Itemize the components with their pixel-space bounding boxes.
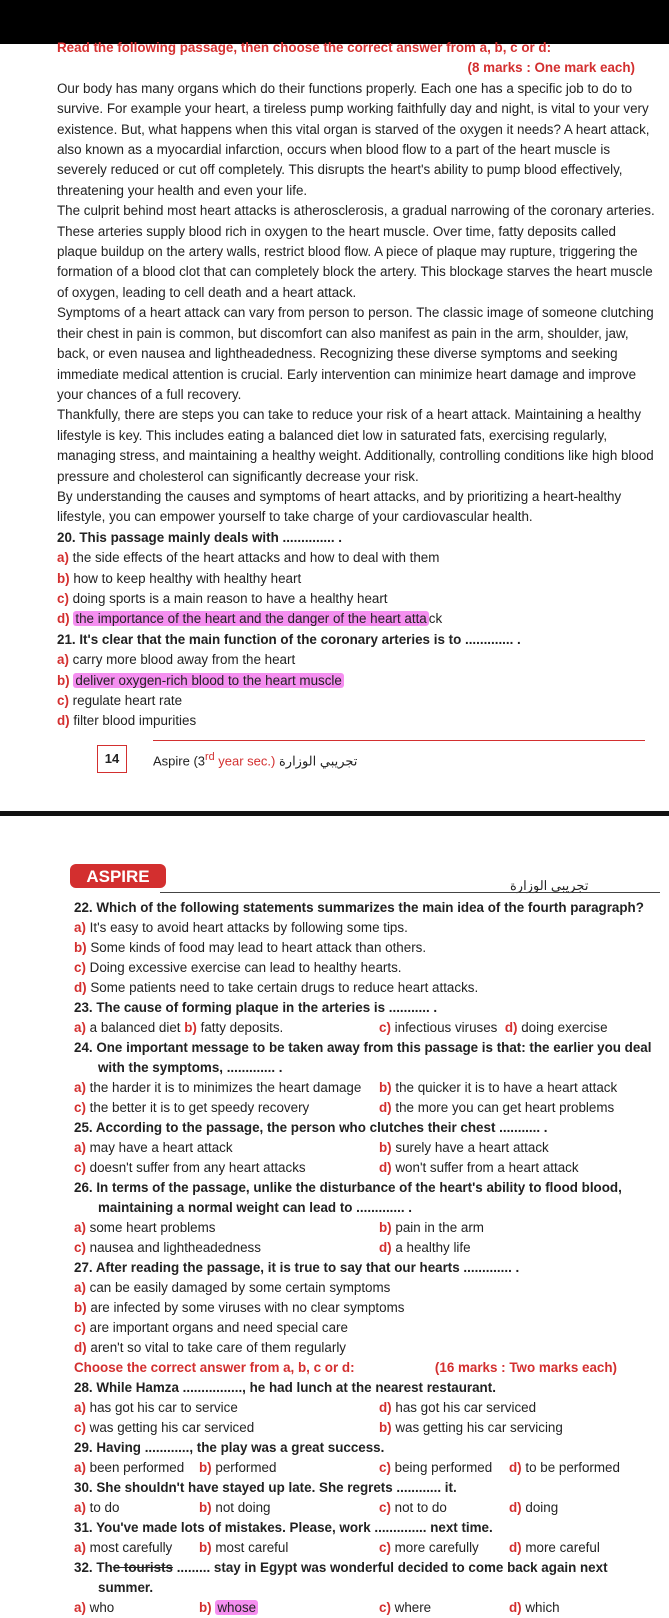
option-text: filter blood impurities: [73, 713, 197, 729]
label: a): [74, 1280, 86, 1295]
option-text: fatty deposits.: [200, 1020, 284, 1035]
section-title: تجريبي الوزارة: [510, 878, 589, 893]
q23-options: [74, 1018, 659, 1038]
label: c): [74, 960, 86, 975]
label: a): [74, 1460, 86, 1475]
paragraph-4: Thankfully, there are steps you can take to reduce your risk of a heart attack. Maintaining a healthy lifestyle is key. This includes eating a balanced diet low in saturated fats, exercising regularly, managing stress, and maintaining a healthy weight. Additionally, controlling conditions like high blood pressure and cholesterol can significantly decrease your risk.: [57, 407, 654, 484]
footer-sup: rd: [205, 751, 215, 763]
label: a): [74, 1020, 86, 1035]
label: d): [74, 980, 87, 995]
q25-option-b[interactable]: [379, 1138, 549, 1158]
q30-options: [74, 1498, 659, 1518]
option-text: are infected by some viruses with no clear symptoms: [90, 1300, 405, 1315]
label: b): [184, 1020, 197, 1035]
label: c): [379, 1500, 391, 1515]
label: d): [57, 713, 70, 729]
label: a): [74, 920, 86, 935]
q24-option-c[interactable]: [74, 1098, 379, 1118]
option-text: been performed: [89, 1460, 185, 1475]
q24-stem: 24. One important message to be taken away from this passage is that: the earlier you deal: [74, 1040, 652, 1055]
q28-option-c[interactable]: [74, 1418, 379, 1438]
option-text: performed: [215, 1460, 277, 1475]
label: c): [57, 693, 69, 708]
q31-option-a[interactable]: [74, 1538, 199, 1558]
option-text: to be performed: [525, 1460, 620, 1475]
q32-options: [74, 1598, 659, 1618]
q22-option-a[interactable]: [74, 918, 659, 938]
q29-options: [74, 1458, 659, 1478]
option-text: surely have a heart attack: [395, 1140, 549, 1155]
label: b): [199, 1540, 212, 1555]
option-text: the better it is to get speedy recovery: [89, 1100, 310, 1115]
option-text: to do: [89, 1500, 120, 1515]
option-text: pain in the arm: [395, 1220, 484, 1235]
section-2-header: [74, 1358, 659, 1378]
q24-stem-cont: with the symptoms, ............. .: [98, 1060, 283, 1075]
q25-options-1: [74, 1138, 659, 1158]
q31-option-c[interactable]: [379, 1538, 509, 1558]
q21-option-a[interactable]: [57, 650, 657, 670]
q20-option-d[interactable]: [57, 609, 657, 629]
label: a): [74, 1400, 86, 1415]
q28-options-1: [74, 1398, 659, 1418]
label: d): [379, 1160, 392, 1175]
q24-options-2: [74, 1098, 659, 1118]
q29-option-d[interactable]: [509, 1458, 659, 1478]
label: b): [199, 1500, 212, 1515]
option-text: can be easily damaged by some certain symptoms: [89, 1280, 391, 1295]
option-text: a balanced diet: [89, 1020, 181, 1035]
q26-option-b[interactable]: [379, 1218, 484, 1238]
paragraph-5: By understanding the causes and symptoms of heart attacks, and by prioritizing a heart-healthy lifestyle, you can empower yourself to take charge of your cardiovascular health.: [57, 488, 622, 525]
label: d): [379, 1100, 392, 1115]
option-text: has got his car to service: [89, 1400, 238, 1415]
footer-text: [153, 751, 357, 769]
paragraph-2: The culprit behind most heart attacks is atherosclerosis, a gradual narrowing of the coronary arteries. These arteries supply blood rich in oxygen to the heart muscle. Over time, fatty deposits called plaque buildup on the artery walls, restrict blood flow. A piece of plaque may rupture, triggering the formation of a blood clot that can completely block the artery. This blockage starves the heart muscle of oxygen, leading to cell death and a heart attack.: [57, 203, 655, 300]
q28-option-d[interactable]: [379, 1398, 536, 1418]
label: a): [74, 1540, 86, 1555]
option-text: not to do: [394, 1500, 447, 1515]
label: c): [379, 1540, 391, 1555]
label: c): [57, 590, 69, 606]
option-text: has got his car serviced: [395, 1400, 537, 1415]
option-text: the quicker it is to have a heart attack: [395, 1080, 618, 1095]
option-text: doesn't suffer from any heart attacks: [89, 1160, 306, 1175]
option-text: It's easy to avoid heart attacks by following some tips.: [89, 920, 408, 935]
q32-option-c[interactable]: [379, 1598, 509, 1618]
q26-options-2: [74, 1238, 659, 1258]
q21-option-d[interactable]: [57, 711, 657, 731]
option-text: doing: [525, 1500, 559, 1515]
option-text: being performed: [394, 1460, 493, 1475]
footer-year: year sec.): [214, 753, 276, 769]
option-text: more carefully: [394, 1540, 479, 1555]
highlighted-answer: deliver oxygen-rich blood to the heart muscle: [75, 672, 342, 688]
q27-option-a[interactable]: [74, 1278, 659, 1298]
q23-option-d[interactable]: [505, 1020, 608, 1035]
q30-option-c[interactable]: [379, 1498, 509, 1518]
q21-stem: 21. It's clear that the main function of the coronary arteries is to ............. .: [57, 631, 521, 647]
label: a): [74, 1080, 86, 1095]
label: b): [199, 1600, 212, 1615]
label: c): [379, 1460, 391, 1475]
stem-part: 32. Th: [74, 1560, 113, 1575]
q29-option-a[interactable]: [74, 1458, 199, 1478]
label: a): [57, 652, 69, 668]
page-2: [74, 898, 659, 1618]
q23-option-c[interactable]: [379, 1020, 497, 1035]
option-text: carry more blood away from the heart: [72, 652, 296, 668]
q25-option-d[interactable]: [379, 1158, 579, 1178]
option-text: not doing: [215, 1500, 271, 1515]
label: a): [74, 1140, 86, 1155]
q25-stem: 25. According to the passage, the person who clutches their chest ........... .: [74, 1120, 548, 1135]
q31-option-d[interactable]: [509, 1538, 659, 1558]
q23-option-b[interactable]: [184, 1020, 283, 1035]
page-number: 14: [97, 745, 127, 773]
q31-options: [74, 1538, 659, 1558]
label: a): [74, 1500, 86, 1515]
q29-option-b[interactable]: [199, 1458, 379, 1478]
q28-option-b[interactable]: [379, 1418, 563, 1438]
highlighted-answer: the importance of the heart and the danger of the heart atta: [75, 611, 427, 627]
q32-option-d[interactable]: [509, 1598, 659, 1618]
q32-stem: [74, 1558, 659, 1578]
option-text: where: [394, 1600, 432, 1615]
stem-part: ......... stay in Egypt was wonderful decided to come back again next: [172, 1560, 608, 1575]
page-footer: [97, 745, 642, 775]
page-1: [57, 38, 657, 732]
q24-option-b[interactable]: [379, 1078, 617, 1098]
q32-stem-cont: summer.: [98, 1580, 154, 1595]
section-2-instruction: Choose the correct answer from a, b, c or d:: [74, 1360, 355, 1375]
label: a): [74, 1600, 86, 1615]
option-text: doing sports is a main reason to have a healthy heart: [72, 590, 388, 606]
q25-options-2: [74, 1158, 659, 1178]
q21-option-c[interactable]: [57, 691, 657, 711]
q27-stem: 27. After reading the passage, it is true to say that our hearts ............. .: [74, 1260, 520, 1275]
q23-stem: 23. The cause of forming plaque in the arteries is ........... .: [74, 1000, 438, 1015]
label: b): [57, 570, 70, 586]
label: b): [379, 1220, 392, 1235]
q25-option-c[interactable]: [74, 1158, 379, 1178]
q24-option-a[interactable]: [74, 1078, 379, 1098]
q22-stem: 22. Which of the following statements summarizes the main idea of the fourth paragraph?: [74, 900, 644, 915]
q32-option-b[interactable]: [199, 1598, 379, 1618]
section-divider: [160, 892, 660, 893]
label: c): [74, 1240, 86, 1255]
q26-options-1: [74, 1218, 659, 1238]
q28-options-2: [74, 1418, 659, 1438]
label: b): [379, 1140, 392, 1155]
label: a): [57, 550, 69, 566]
q29-stem: 29. Having ............, the play was a great success.: [74, 1440, 385, 1455]
q31-stem: 31. You've made lots of mistakes. Please, work .............. next time.: [74, 1520, 493, 1535]
q27-option-b[interactable]: [74, 1298, 659, 1318]
option-text: was getting his car serviced: [89, 1420, 255, 1435]
option-text: are important organs and need special care: [89, 1320, 348, 1335]
marks: (8 marks : One mark each): [467, 60, 635, 76]
q24-options-1: [74, 1078, 659, 1098]
option-text: most carefully: [89, 1540, 173, 1555]
q26-option-d[interactable]: [379, 1238, 471, 1258]
label: d): [379, 1240, 392, 1255]
option-text: may have a heart attack: [89, 1140, 233, 1155]
section-2-marks: (16 marks : Two marks each): [434, 1360, 617, 1375]
option-text: doing exercise: [521, 1020, 608, 1035]
q26-option-c[interactable]: [74, 1238, 379, 1258]
q24-option-d[interactable]: [379, 1098, 614, 1118]
option-text: was getting his car servicing: [395, 1420, 563, 1435]
q30-stem: 30. She shouldn't have stayed up late. She regrets ............ it.: [74, 1480, 457, 1495]
q27-option-c[interactable]: [74, 1318, 659, 1338]
label: d): [509, 1600, 522, 1615]
footer-divider: [153, 740, 645, 741]
q32-option-a[interactable]: [74, 1598, 199, 1618]
option-text: more careful: [525, 1540, 600, 1555]
label: d): [509, 1460, 522, 1475]
option-text: Some kinds of food may lead to heart attack than others.: [90, 940, 427, 955]
label: d): [504, 1020, 518, 1035]
label: c): [74, 1100, 86, 1115]
option-text: the side effects of the heart attacks and how to deal with them: [72, 550, 440, 566]
aspire-logo: [70, 862, 170, 890]
option-text: the more you can get heart problems: [395, 1100, 615, 1115]
label: b): [74, 1300, 87, 1315]
paragraph-3: Symptoms of a heart attack can vary from person to person. The classic image of someone clutching their chest in pain is common, but discomfort can also manifest as pain in the arm, shoulder, jaw, back, or even nausea and lightheadedness. Recognizing these diverse symptoms and seeking immediate medical attention is crucial. Early intervention can minimize heart damage and improve your chances of a full recovery.: [57, 305, 654, 402]
label: b): [199, 1460, 212, 1475]
label: c): [74, 1160, 86, 1175]
q28-stem: 28. While Hamza ................, he had lunch at the nearest restaurant.: [74, 1380, 496, 1395]
page-separator: [0, 811, 669, 816]
q20-option-b[interactable]: [57, 569, 657, 589]
q21-option-b[interactable]: [57, 671, 657, 691]
logo-text: ASPIRE: [86, 867, 150, 886]
label: b): [57, 672, 70, 688]
q25-option-a[interactable]: [74, 1138, 379, 1158]
label: d): [57, 611, 70, 627]
q28-option-a[interactable]: [74, 1398, 379, 1418]
option-text: infectious viruses: [394, 1020, 498, 1035]
footer-arabic: تجريبي الوزارة: [275, 753, 358, 769]
q23-option-a[interactable]: [74, 1020, 181, 1035]
highlighted-answer: whose: [217, 1600, 257, 1615]
q29-option-c[interactable]: [379, 1458, 509, 1478]
option-text: Doing excessive exercise can lead to healthy hearts.: [89, 960, 402, 975]
q30-option-b[interactable]: [199, 1498, 379, 1518]
q31-option-b[interactable]: [199, 1538, 379, 1558]
label: a): [74, 1220, 86, 1235]
q22-option-b[interactable]: [74, 938, 659, 958]
option-text: regulate heart rate: [72, 693, 183, 708]
label: c): [74, 1420, 86, 1435]
instruction: Read the following passage, then choose the correct answer from a, b, c or d:: [57, 40, 552, 55]
label: d): [509, 1500, 522, 1515]
q27-option-d[interactable]: [74, 1338, 659, 1358]
q20-option-a[interactable]: [57, 548, 657, 568]
q26-stem: 26. In terms of the passage, unlike the disturbance of the heart's ability to flood blood,: [74, 1180, 622, 1195]
option-text: some heart problems: [89, 1220, 216, 1235]
label: d): [74, 1340, 87, 1355]
label: d): [509, 1540, 522, 1555]
label: d): [379, 1400, 392, 1415]
label: b): [74, 940, 87, 955]
q20-option-c[interactable]: [57, 589, 657, 609]
option-text: a healthy life: [395, 1240, 471, 1255]
option-text: most careful: [215, 1540, 289, 1555]
paragraph-1: Our body has many organs which do their functions properly. Each one has a specific job to do to survive. For example your heart, a tireless pump working faithfully day and night, is vital to your very existence. But, what happens when this vital organ is starved of the oxygen it needs? A heart attack, also known as a myocardial infarction, occurs when blood flow to a part of the heart muscle is severely reduced or cut off completely. This disrupts the heart's ability to pump blood effectively, threatening your health and even your life.: [57, 80, 650, 198]
option-text-rest: ck: [428, 611, 443, 627]
option-text: Some patients need to take certain drugs to reduce heart attacks.: [90, 980, 479, 995]
q30-option-a[interactable]: [74, 1498, 199, 1518]
passage: [57, 79, 657, 528]
option-text: the harder it is to minimizes the heart damage: [89, 1080, 362, 1095]
option-text: how to keep healthy with healthy heart: [73, 570, 302, 586]
option-text: aren't so vital to take care of them regularly: [90, 1340, 346, 1355]
q26-stem-cont: maintaining a normal weight can lead to ............. .: [98, 1200, 412, 1215]
label: b): [379, 1420, 392, 1435]
option-text: nausea and lightheadedness: [89, 1240, 261, 1255]
q22-option-c[interactable]: [74, 958, 659, 978]
option-text: which: [525, 1600, 560, 1615]
label: c): [379, 1600, 391, 1615]
label: c): [74, 1320, 86, 1335]
stem-strike: e tourists: [112, 1560, 173, 1575]
q30-option-d[interactable]: [509, 1498, 659, 1518]
option-text: won't suffer from a heart attack: [395, 1160, 579, 1175]
label: b): [379, 1080, 392, 1095]
footer-brand: Aspire (3: [153, 753, 206, 769]
label: c): [379, 1020, 391, 1035]
q20-stem: 20. This passage mainly deals with .............. .: [57, 529, 343, 545]
q26-option-a[interactable]: [74, 1218, 379, 1238]
q22-option-d[interactable]: [74, 978, 659, 998]
option-text: who: [89, 1600, 115, 1615]
